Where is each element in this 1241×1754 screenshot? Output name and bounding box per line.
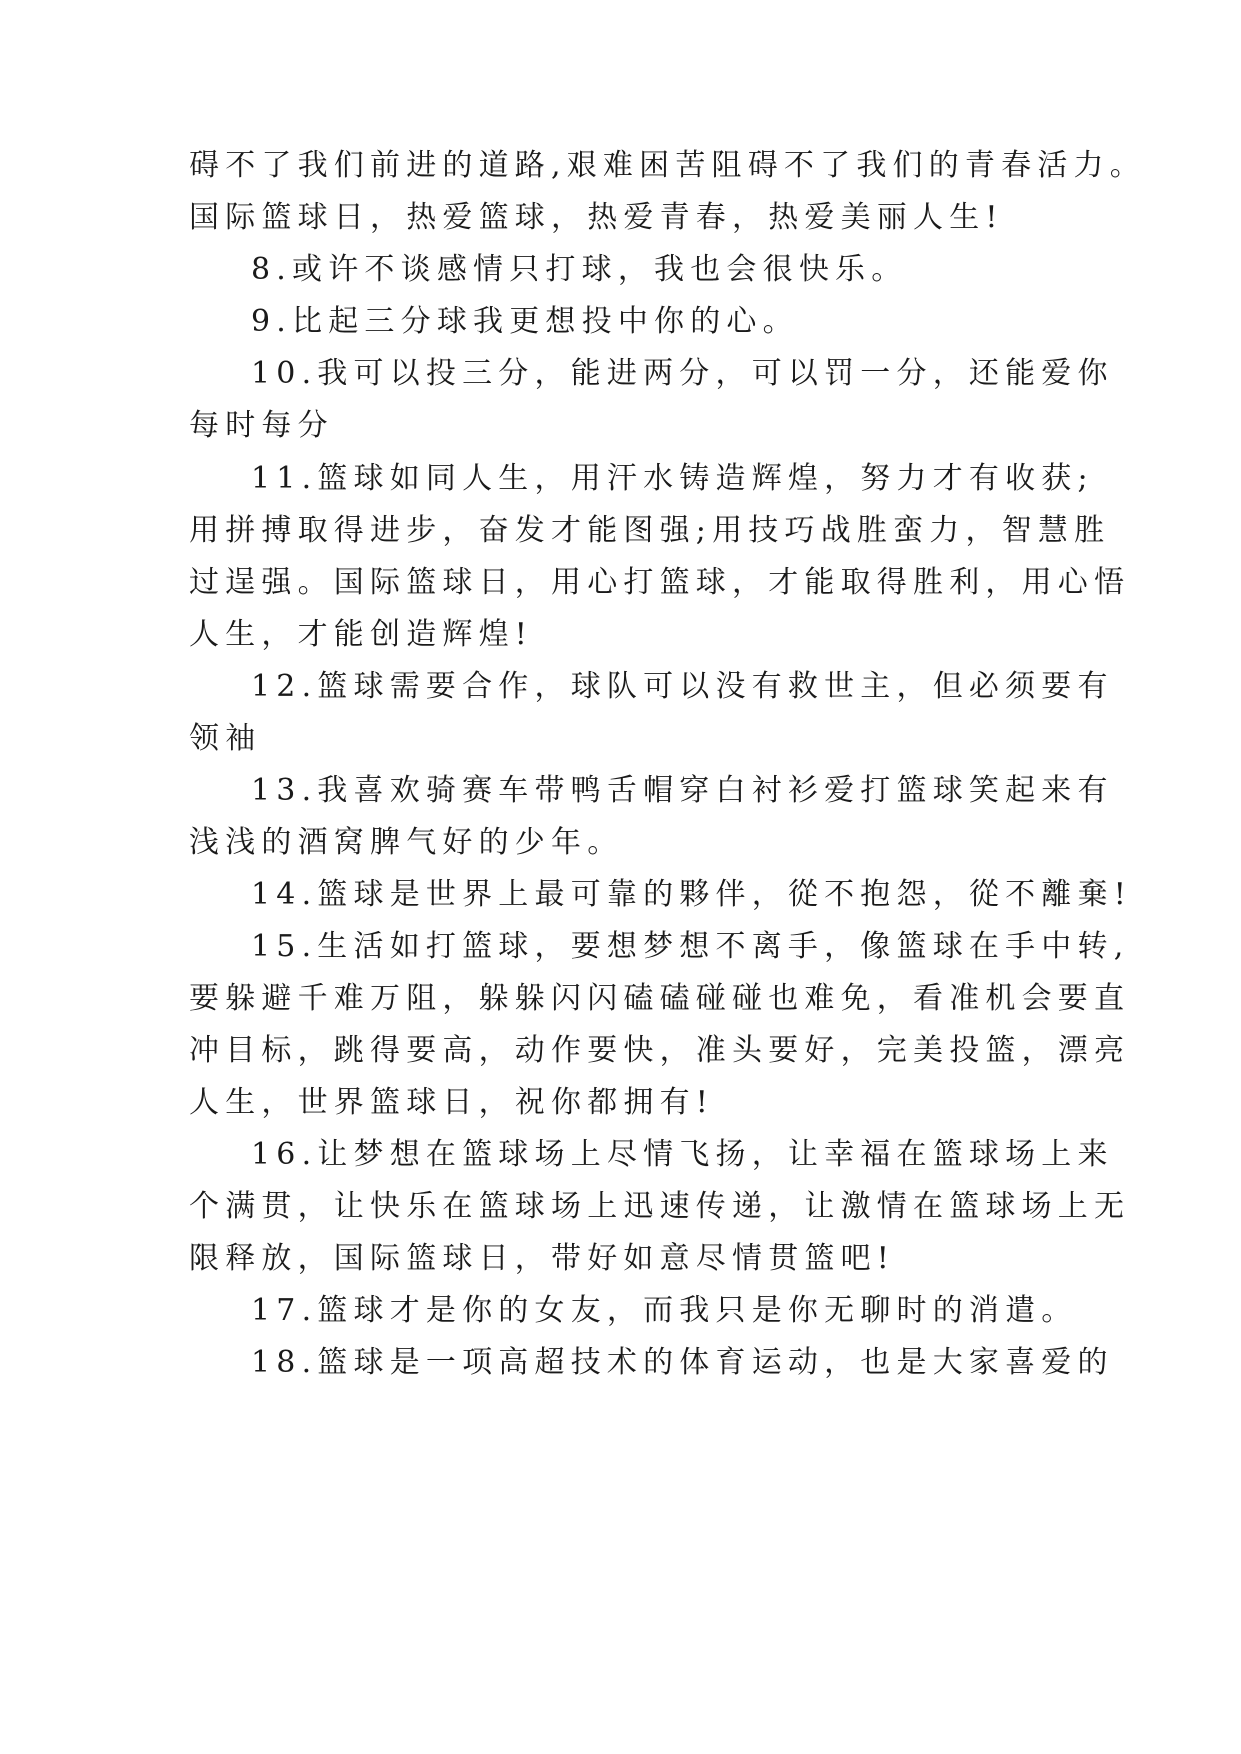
list-item: 18.篮球是一项高超技术的体育运动，也是大家喜爱的 bbox=[251, 1345, 1114, 1380]
text-line: 限释放，国际篮球日，带好如意尽情贯篮吧! bbox=[189, 1241, 896, 1276]
list-item: 15.生活如打篮球，要想梦想不离手，像篮球在手中转, bbox=[251, 929, 1130, 964]
list-item: 14.篮球是世界上最可靠的夥伴，從不抱怨，從不離棄! bbox=[251, 877, 1132, 912]
list-item: 9.比起三分球我更想投中你的心。 bbox=[251, 304, 799, 339]
text-line: 国际篮球日，热爱篮球，热爱青春，热爱美丽人生! bbox=[189, 200, 1004, 235]
list-item: 11.篮球如同人生，用汗水铸造辉煌，努力才有收获; bbox=[251, 461, 1094, 496]
text-line: 浅浅的酒窝脾气好的少年。 bbox=[189, 825, 624, 860]
text-line: 领袖 bbox=[189, 721, 262, 756]
text-line: 个满贯，让快乐在篮球场上迅速传递，让激情在篮球场上无 bbox=[189, 1189, 1131, 1224]
text-line: 每时每分 bbox=[189, 408, 334, 443]
text-line: 人生，才能创造辉煌! bbox=[189, 617, 534, 652]
list-item: 12.篮球需要合作，球队可以没有救世主，但必须要有 bbox=[251, 669, 1114, 704]
text-line: 冲目标，跳得要高，动作要快，准头要好，完美投篮，漂亮 bbox=[189, 1033, 1131, 1068]
text-line: 要躲避千难万阻，躲躲闪闪磕磕碰碰也难免，看准机会要直 bbox=[189, 981, 1131, 1016]
list-item: 13.我喜欢骑赛车带鸭舌帽穿白衬衫爱打篮球笑起来有 bbox=[251, 773, 1114, 808]
list-item: 17.篮球才是你的女友，而我只是你无聊时的消遣。 bbox=[251, 1293, 1078, 1328]
text-line: 人生，世界篮球日，祝你都拥有! bbox=[189, 1085, 715, 1120]
list-item: 10.我可以投三分，能进两分，可以罚一分，还能爱你 bbox=[251, 356, 1114, 391]
text-line: 用拼搏取得进步，奋发才能图强;用技巧战胜蛮力，智慧胜 bbox=[189, 513, 1111, 548]
list-item: 16.让梦想在篮球场上尽情飞扬，让幸福在篮球场上来 bbox=[251, 1137, 1114, 1172]
text-line: 碍不了我们前进的道路,艰难困苦阻碍不了我们的青春活力。 bbox=[189, 148, 1146, 183]
text-line: 过逞强。国际篮球日，用心打篮球，才能取得胜利，用心悟 bbox=[189, 565, 1131, 600]
list-item: 8.或许不谈感情只打球，我也会很快乐。 bbox=[251, 252, 908, 287]
